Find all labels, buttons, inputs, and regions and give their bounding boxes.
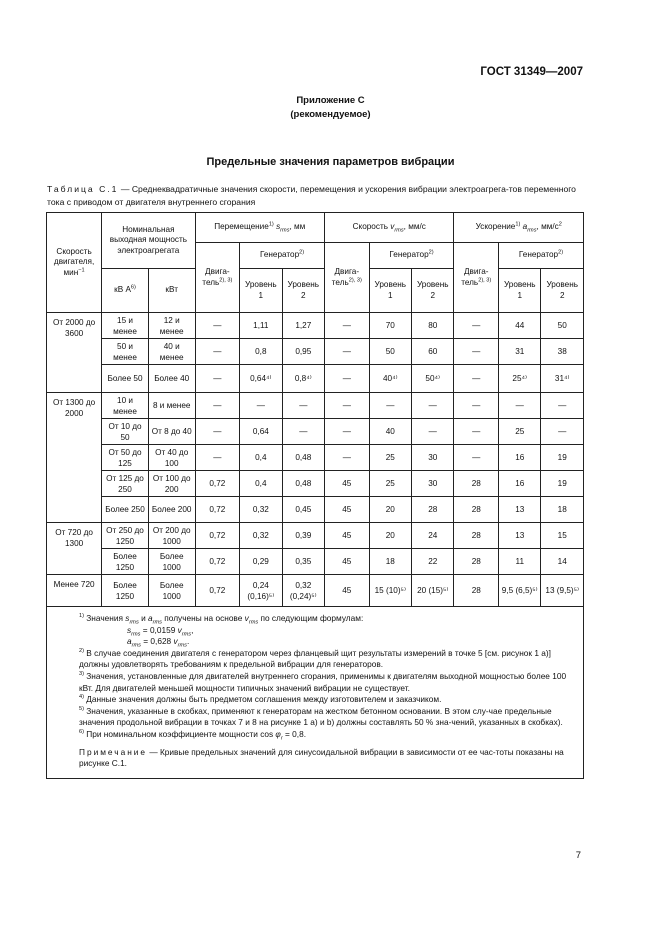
table-cell: 0,95 [282,339,324,365]
table-cell: 19 [541,471,584,497]
table-cell: 50 [369,339,411,365]
header-level-1: Уровень 1 [499,269,541,313]
header-generator-displacement: Генератор$^{2)}$ [240,243,325,269]
table-cell: 25⁴⁾ [499,365,541,393]
table-cell: Более 50 [102,365,149,393]
formula-displacement: $s_{rms} = 0,0159$ $v_{rms}$, [127,624,194,638]
table-cell: 25 [369,471,411,497]
table-cell: 45 [325,549,370,575]
table-cell: От 40 до 100 [148,445,195,471]
table-cell: 28 [454,575,499,607]
appendix-subtitle: (рекомендуемое) [290,109,371,120]
table-row [47,419,584,445]
table-cell: 0,72 [195,549,240,575]
header-kw: кВт [148,269,195,313]
table-cell: — [325,313,370,339]
header-displacement: Перемещение$^{1)}$ $s_{rms}$, мм [195,213,324,243]
formula-acceleration: $a_{rms} = 0,628$ $v_{rms}$. [127,636,190,649]
note-5: $^{5)}$ Значения, указанные в скобках, применяют к генераторам на жестком бетонном основании. В этом слу-чае предельные значения продольной вибрации в точках 7 и 8 на рисунке 1 а) и b) должны составлять 50 % зна-чений, указанных в скобках). [79,705,563,728]
table-cell: — [325,445,370,471]
table-cell: 13 [499,523,541,549]
table-label: Таблица С.1 [47,184,119,194]
table-cell: Более 1250 [102,549,149,575]
header-level-2: Уровень 2 [412,269,454,313]
table-cell: — [454,393,499,419]
table-cell: Более 1000 [148,575,195,607]
appendix-title: Приложение С [296,95,365,106]
table-cell: 20 (15)⁵⁾ [412,575,454,607]
table-cell: 50⁴⁾ [412,365,454,393]
table-cell: — [369,393,411,419]
table-cell: 60 [412,339,454,365]
standard-number: ГОСТ 31349—2007 [480,66,583,78]
note-2: $^{2)}$ В случае соединения двигателя с генератором через фланцевый щит результаты измерений в точке 5 [см. рисунок 1 а)] должны удовлетворять требованиям к предельной вибрации для генераторов. [79,647,551,670]
table-cell: 50 и менее [102,339,149,365]
table-cell: 0,48 [282,471,324,497]
table-cell: Более 40 [148,365,195,393]
table-cell: 45 [325,523,370,549]
table-cell: 25 [369,445,411,471]
vibration-limits-table [46,212,584,779]
header-velocity: Скорость $v_{rms}$, мм/с [325,213,454,243]
table-remark: Примечание — Кривые предельных значений для синусоидальной вибрации в зависимости от ее час-тоты показаны на рисунке С.1. [79,746,564,769]
table-cell: 0,72 [195,523,240,549]
table-cell: Более 1000 [148,549,195,575]
table-cell: 22 [412,549,454,575]
speed-range-cell: Менее 720 [47,575,102,607]
table-caption-text: — Среднеквадратичные значения скорости, перемещения и ускорения вибрации электроагрега-тов переменного тока с приводом от двигателя внутреннего сгорания [47,184,576,207]
table-cell: — [325,339,370,365]
table-row [47,313,584,339]
section-title: Предельные значения параметров вибрации [206,156,455,168]
table-cell: 16 [499,471,541,497]
header-level-2: Уровень 2 [541,269,584,313]
table-cell: 11 [499,549,541,575]
table-cell: 28 [454,471,499,497]
table-cell: 40⁴⁾ [369,365,411,393]
table-cell: 16 [499,445,541,471]
table-cell: 28 [412,497,454,523]
table-cell: Более 200 [148,497,195,523]
table-row [47,339,584,365]
table-cell: От 8 до 40 [148,419,195,445]
table-cell: 18 [541,497,584,523]
table-cell: — [195,313,240,339]
table-notes [47,607,584,779]
table-cell: 50 [541,313,584,339]
header-engine-acceleration: Двига-тель$^{2), 3)}$ [454,243,499,313]
table-cell: — [454,419,499,445]
table-cell: 44 [499,313,541,339]
table-cell: 45 [325,497,370,523]
header-level-1: Уровень 1 [240,269,282,313]
note-6: $^{6)}$ При номинальном коэффициенте мощности $\cos \varphi_r = 0,8$. [79,728,307,742]
table-cell: — [195,445,240,471]
table-cell: 31 [499,339,541,365]
note-1: $^{1)}$ Значения $s_{rms}$ и $a_{rms}$ получены на основе $v_{rms}$ по следующим формулам: [79,613,364,626]
table-cell: 9,5 (6,5)⁵⁾ [499,575,541,607]
table-cell: 14 [541,549,584,575]
header-engine-speed: Скорость двигателя, мин$^{-1}$ [47,213,102,313]
table-cell: 28 [454,523,499,549]
table-cell: 0,45 [282,497,324,523]
table-cell: — [454,339,499,365]
table-caption [47,183,587,208]
table-row [47,497,584,523]
table-cell: 0,32 [240,523,282,549]
table-row [47,523,584,549]
table-cell: 15 и менее [102,313,149,339]
table-row [47,393,584,419]
table-cell: 0,4 [240,471,282,497]
table-cell: От 250 до 1250 [102,523,149,549]
table-cell: 15 (10)⁵⁾ [369,575,411,607]
table-cell: — [541,419,584,445]
table-cell: Более 1250 [102,575,149,607]
table-cell: 0,32 [240,497,282,523]
header-generator-acceleration: Генератор$^{2)}$ [499,243,584,269]
table-cell: 45 [325,471,370,497]
header-engine-velocity: Двига-тель$^{2), 3)}$ [325,243,370,313]
header-engine-displacement: Двига-тель$^{2), 3)}$ [195,243,240,313]
table-cell: От 50 до 125 [102,445,149,471]
table-cell: 0,24 (0,16)⁵⁾ [240,575,282,607]
table-cell: 0,32 (0,24)⁵⁾ [282,575,324,607]
table-cell: 0,8⁴⁾ [282,365,324,393]
table-cell: 38 [541,339,584,365]
table-cell: 40 [369,419,411,445]
table-cell: 0,48 [282,445,324,471]
table-cell: 80 [412,313,454,339]
page-number: 7 [575,850,581,861]
table-cell: 1,27 [282,313,324,339]
table-cell: 15 [541,523,584,549]
table-cell: 30 [412,445,454,471]
table-cell: 20 [369,523,411,549]
table-cell: 0,64⁴⁾ [240,365,282,393]
speed-range-cell: От 720 до 1300 [47,523,102,575]
table-cell: 20 [369,497,411,523]
table-cell: 0,39 [282,523,324,549]
table-cell: — [240,393,282,419]
note-4: $^{4)}$ Данные значения должны быть предметом соглашения между изготовителем и заказчиком. [79,694,442,705]
table-cell: — [195,419,240,445]
table-row [47,575,584,607]
table-cell: 0,35 [282,549,324,575]
table-cell: 1,11 [240,313,282,339]
table-body [47,313,584,607]
table-row [47,549,584,575]
header-acceleration: Ускорение$^{1)}$ $a_{rms}$, $мм/с^2$ [454,213,584,243]
table-cell: — [412,419,454,445]
table-row [47,445,584,471]
table-cell: — [454,365,499,393]
header-level-2: Уровень 2 [282,269,324,313]
table-cell: — [325,419,370,445]
table-cell: 19 [541,445,584,471]
table-cell: — [412,393,454,419]
header-rated-power: Номинальная выходная мощность электроагрегата [102,213,195,269]
table-cell: Более 250 [102,497,149,523]
table-cell: 40 и менее [148,339,195,365]
table-row [47,365,584,393]
table-cell: — [282,393,324,419]
header-level-1: Уровень 1 [369,269,411,313]
table-cell: — [325,365,370,393]
table-cell: — [195,393,240,419]
table-cell: 28 [454,549,499,575]
table-cell: 13 [499,497,541,523]
table-cell: — [454,313,499,339]
table-cell: 0,29 [240,549,282,575]
speed-range-cell: От 2000 до 3600 [47,313,102,393]
table-cell: — [195,339,240,365]
table-cell: 0,8 [240,339,282,365]
table-cell: 45 [325,575,370,607]
table-cell: 8 и менее [148,393,195,419]
table-cell: 30 [412,471,454,497]
table-cell: 12 и менее [148,313,195,339]
table-cell: 0,72 [195,471,240,497]
table-cell: — [195,365,240,393]
table-cell: 28 [454,497,499,523]
table-cell: 25 [499,419,541,445]
table-cell: — [282,419,324,445]
table-cell: — [325,393,370,419]
appendix-heading [0,94,661,122]
table-cell: 24 [412,523,454,549]
table-cell: 0,72 [195,497,240,523]
table-cell: — [454,445,499,471]
table-cell: 18 [369,549,411,575]
table-cell: — [541,393,584,419]
table-cell: 0,72 [195,575,240,607]
table-row [47,471,584,497]
table-cell: От 125 до 250 [102,471,149,497]
table-cell: 0,64 [240,419,282,445]
table-cell: 31⁴⁾ [541,365,584,393]
table-cell: 10 и менее [102,393,149,419]
header-generator-velocity: Генератор$^{2)}$ [369,243,454,269]
header-kva: кВ $А^{6)}$ [102,269,149,313]
table-cell: — [499,393,541,419]
table-cell: 70 [369,313,411,339]
table-cell: От 200 до 1000 [148,523,195,549]
table-cell: 13 (9,5)⁵⁾ [541,575,584,607]
table-cell: От 100 до 200 [148,471,195,497]
speed-range-cell: От 1300 до 2000 [47,393,102,523]
table-cell: 0,4 [240,445,282,471]
note-3: $^{3)}$ Значения, установленные для двигателей внутреннего сгорания, применимы к двигателям выходной мощностью более 100 кВт. Для двигателей меньшей мощности типичных значений вибрации не существует. [79,670,567,693]
table-cell: От 10 до 50 [102,419,149,445]
